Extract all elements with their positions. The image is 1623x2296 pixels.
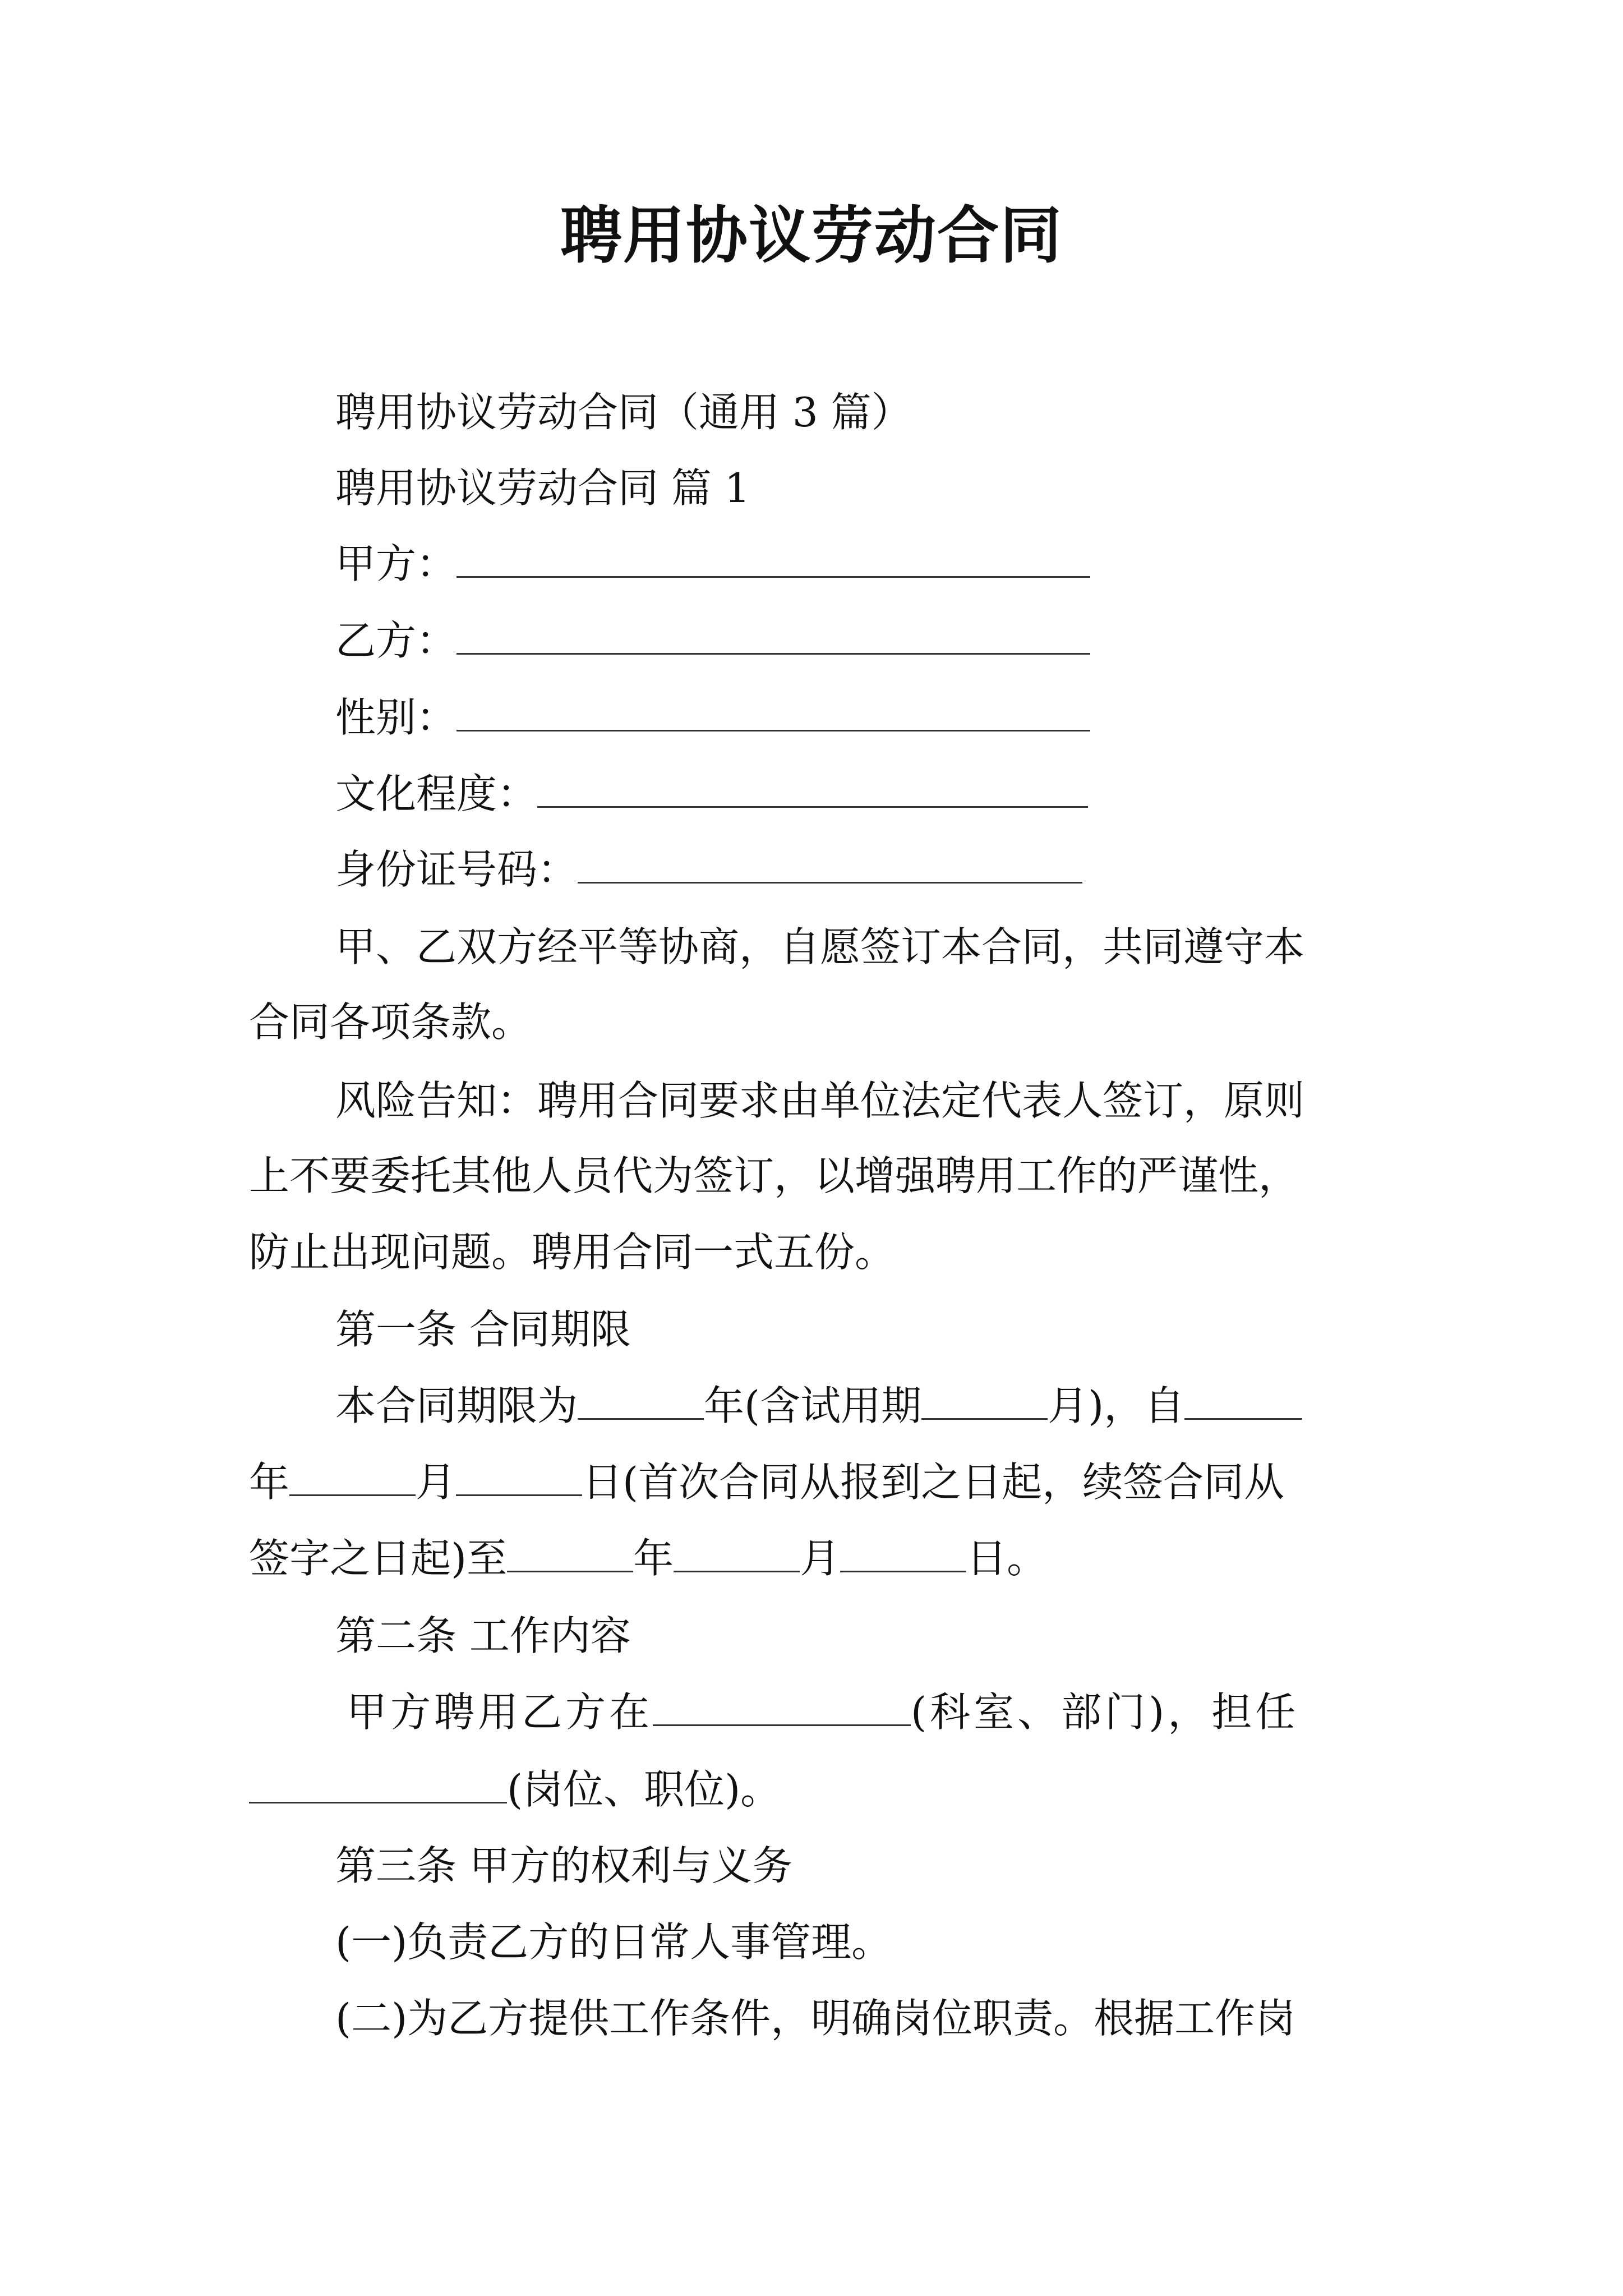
- probation-text: 年(含试用期: [704, 1382, 922, 1429]
- department-blank: [653, 1693, 911, 1726]
- position-text: (科室、部门)，担任: [911, 1688, 1299, 1736]
- month-text: 月: [416, 1458, 457, 1506]
- end-month-blank: [674, 1539, 800, 1572]
- article-1-heading: 第一条 合同期限: [335, 1306, 631, 1353]
- risk-line-2: 上不要委托其他人员代为签订，以增强聘用工作的严谨性，: [249, 1152, 1299, 1199]
- gender-line: [335, 689, 1090, 746]
- education-blank: [537, 775, 1088, 808]
- gender-blank: [457, 698, 1090, 731]
- document-title: 聘用协议劳动合同: [560, 199, 1063, 272]
- probation-months-blank: [921, 1387, 1048, 1420]
- term-years-blank: [578, 1387, 704, 1420]
- article-3-item-2: (二)为乙方提供工作条件，明确岗位职责。根据工作岗: [335, 1995, 1296, 2042]
- department-text: 甲方聘用乙方在: [347, 1688, 653, 1736]
- id-number-label: 身份证号码：: [335, 846, 578, 893]
- education-line: [335, 766, 1088, 822]
- term-text: 本合同期限为: [335, 1382, 578, 1429]
- end-text: 签字之日起)至: [249, 1535, 508, 1582]
- education-label: 文化程度：: [335, 770, 538, 817]
- section-heading: 聘用协议劳动合同 篇 1: [335, 464, 750, 512]
- id-number-blank: [578, 850, 1082, 884]
- intro-line-2: 合同各项条款。: [249, 999, 532, 1046]
- party-b-blank: [457, 622, 1090, 655]
- article-2-heading: 第二条 工作内容: [335, 1612, 631, 1659]
- risk-line-1: 风险告知：聘用合同要求由单位法定代表人签订，原则: [335, 1077, 1305, 1124]
- start-year-blank: [1184, 1387, 1302, 1420]
- article-3-item-1: (一)负责乙方的日常人事管理。: [335, 1918, 892, 1966]
- party-b-label: 乙方：: [335, 617, 457, 664]
- end-day-blank: [840, 1539, 966, 1572]
- position-suffix: (岗位、职位)。: [507, 1766, 781, 1813]
- gender-label: 性别：: [335, 694, 457, 741]
- end-year-text: 年: [633, 1535, 674, 1582]
- risk-line-3: 防止出现问题。聘用合同一式五份。: [249, 1228, 896, 1276]
- article-2-line-1: [347, 1684, 1299, 1740]
- party-b-line: [335, 613, 1090, 669]
- position-blank: [249, 1770, 507, 1803]
- end-day-text: 日。: [966, 1535, 1048, 1582]
- article-1-line-3: [249, 1530, 1047, 1586]
- article-1-line-1: [335, 1378, 1302, 1434]
- article-1-line-2: [249, 1454, 1284, 1510]
- party-a-label: 甲方：: [335, 540, 457, 587]
- article-2-line-2: [249, 1761, 781, 1818]
- year-text: 年: [249, 1458, 290, 1506]
- article-3-heading: 第三条 甲方的权利与义务: [335, 1842, 792, 1889]
- start-month-blank: [289, 1463, 416, 1496]
- end-year-blank: [507, 1539, 633, 1572]
- start-text: 月)，自: [1048, 1382, 1185, 1429]
- party-a-blank: [457, 545, 1090, 578]
- day-text: 日(首次合同从报到之日起，续签合同从: [582, 1458, 1285, 1506]
- subtitle: 聘用协议劳动合同（通用 3 篇）: [335, 389, 912, 436]
- start-day-blank: [456, 1463, 582, 1496]
- intro-line-1: 甲、乙双方经平等协商，自愿签订本合同，共同遵守本: [335, 923, 1305, 970]
- id-number-line: [335, 841, 1082, 898]
- end-month-text: 月: [800, 1535, 841, 1582]
- party-a-line: [335, 536, 1090, 592]
